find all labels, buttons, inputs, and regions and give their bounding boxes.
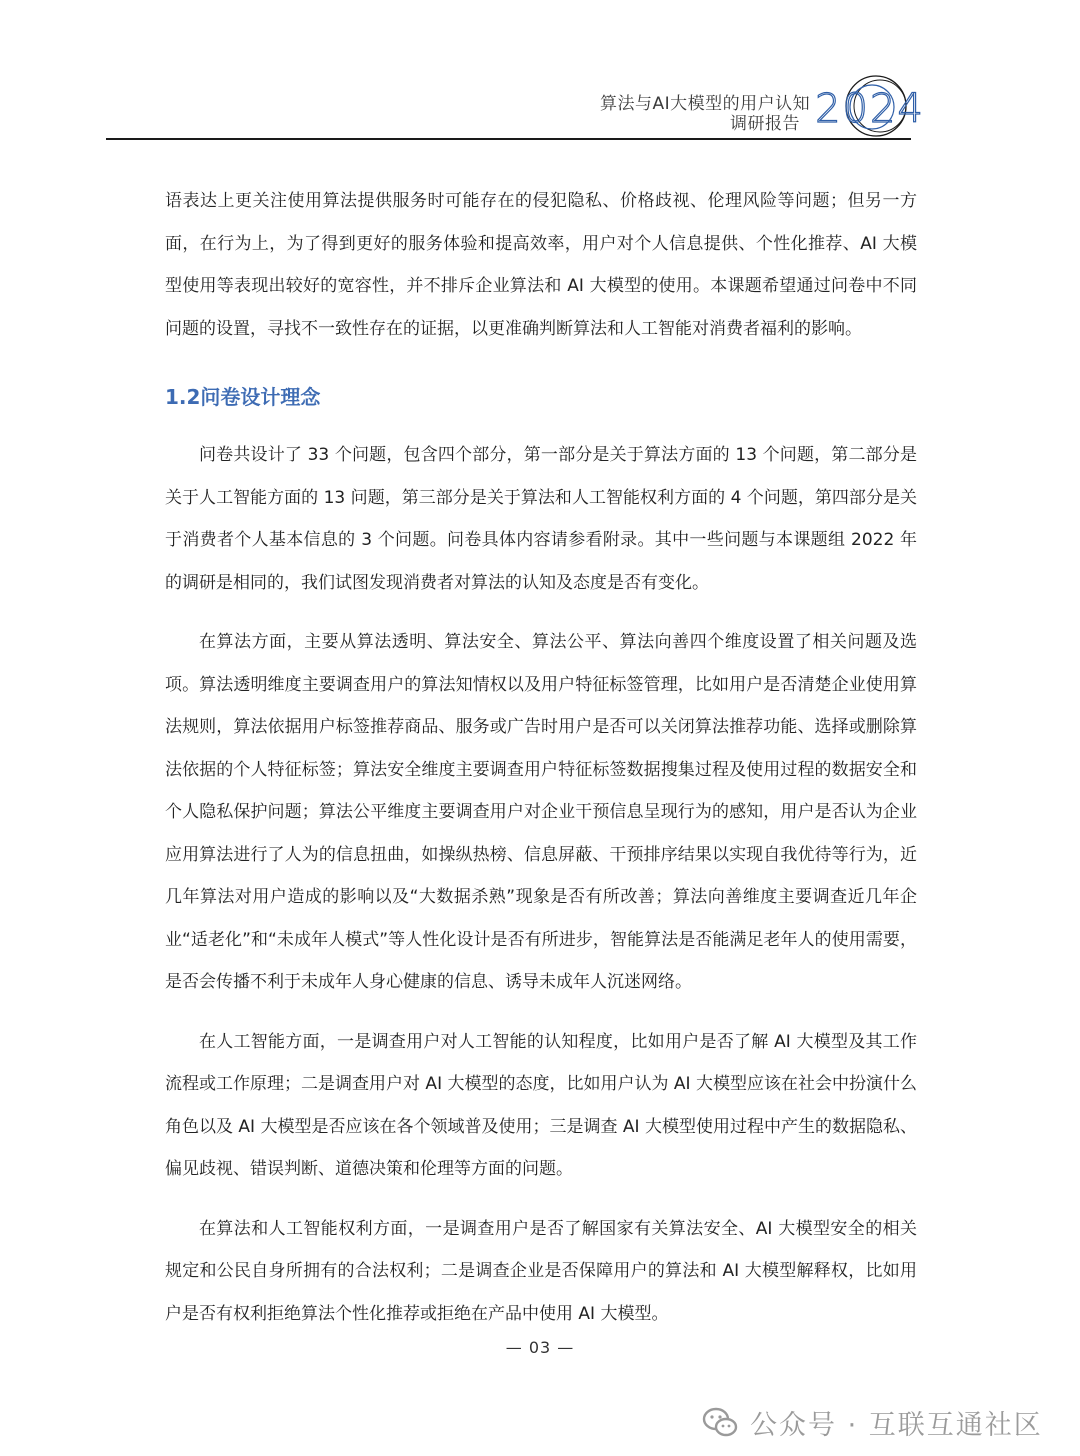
report-title — [600, 94, 811, 134]
watermark — [700, 1392, 1043, 1452]
watermark-text: 公众号 · 互联互通社区 — [750, 1409, 1043, 1441]
intro-paragraph: 语表达上更关注使用算法提供服务时可能存在的侵犯隐私、价格歧视、伦理风险等问题；但另一方面，在行为上，为了得到更好的服务体验和提高效率，用户对个人信息提供、个性化推荐、AI 大模型使用等表现出较好的宽容性，并不排斥企业算法和 AI 大模型的使用。本课题希望通过问卷中不同问题的设置，寻找不一致性存在的证据，以更准确判断算法和人工智能对消费者福利的影响。 — [165, 191, 917, 339]
wechat-icon — [700, 1402, 740, 1442]
section-paragraph-2: 在算法方面，主要从算法透明、算法安全、算法公平、算法向善四个维度设置了相关问题及选项。算法透明维度主要调查用户的算法知情权以及用户特征标签管理，比如用户是否清楚企业使用算法规则，算法依据用户标签推荐商品、服务或广告时用户是否可以关闭算法推荐功能、选择或删除算法依据的个人特征标签；算法安全维度主要调查用户特征标签数据搜集过程及使用过程的数据安全和个人隐私保护问题；算法公平维度主要调查用户对企业干预信息呈现行为的感知，用户是否认为企业应用算法进行了人为的信息扭曲，如操纵热榜、信息屏蔽、干预排序结果以实现自我优待等行为，近几年算法对用户造成的影响以及“大数据杀熟”现象是否有所改善；算法向善维度主要调查近几年企业“适老化”和“未成年人模式”等人性化设计是否有所进步，智能算法是否能满足老年人的使用需要，是否会传播不利于未成年人身心健康的信息、诱导未成年人沉迷网络。 — [165, 632, 917, 992]
year-text: 2024 — [815, 86, 925, 132]
header-divider — [106, 138, 911, 140]
year-logo-graphic — [806, 70, 936, 140]
year-logo — [806, 70, 936, 140]
section-paragraph-1: 问卷共设计了 33 个问题，包含四个部分，第一部分是关于算法方面的 13 个问题，第二部分是关于人工智能方面的 13 问题，第三部分是关于算法和人工智能权利方面的 4 个问题，第四部分是关于消费者个人基本信息的 3 个问题。问卷具体内容请参看附录。其中一些问题与本课题组 2022 年的调研是相同的，我们试图发现消费者对算法的认知及态度是否有变化。 — [165, 445, 917, 593]
report-title-line1: 算法与AI大模型的用户认知 — [600, 94, 811, 114]
report-title-line2: 调研报告 — [730, 114, 800, 134]
page-number: — 03 — — [505, 1338, 575, 1357]
section-paragraph-4: 在算法和人工智能权利方面，一是调查用户是否了解国家有关算法安全、AI 大模型安全的相关规定和公民自身所拥有的合法权利；二是调查企业是否保障用户的算法和 AI 大模型解释权，比如用户是否有权利拒绝算法个性化推荐或拒绝在产品中使用 AI 大模型。 — [165, 1218, 917, 1324]
section-heading: 1.2问卷设计理念 — [165, 385, 321, 409]
main-content — [165, 180, 917, 1335]
section-paragraph-3: 在人工智能方面，一是调查用户对人工智能的认知程度，比如用户是否了解 AI 大模型及其工作流程或工作原理；二是调查用户对 AI 大模型的态度，比如用户认为 AI 大模型应该在社会中扮演什么角色以及 AI 大模型是否应该在各个领域普及使用；三是调查 AI 大模型使用过程中产生的数据隐私、偏见歧视、错误判断、道德决策和伦理等方面的问题。 — [165, 1031, 917, 1179]
page-header — [0, 0, 1080, 150]
